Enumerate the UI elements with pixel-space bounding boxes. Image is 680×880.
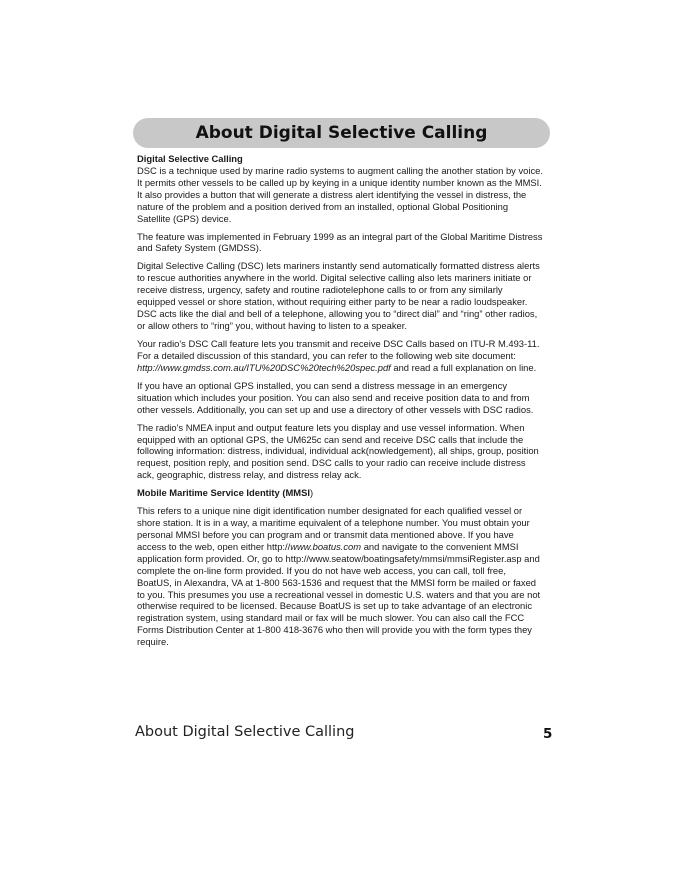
paragraph-text: and read a full explanation on line. bbox=[390, 361, 537, 373]
paragraph-text: This refers to a unique nine digit identification number designated for each qualified vessel or shore station. It is in a way, a maritime equivalent of a telephone number. You must obtain your personal MMSI before you can program and or transmit data mentioned above. If you have access to the web, open either http:// bbox=[137, 505, 530, 552]
paragraph: The radio's NMEA input and output feature lets you display and use vessel information. When equipped with an optional GPS, the UM625c can send and receive DSC calls that include the following information: distress, individual, individual ack(nowledgement), all ships, group, position request, position reply, and position send. DSC calls to your radio can receive include distress ack, geographic, distress relay, and distress relay ack. bbox=[137, 421, 539, 481]
title-banner bbox=[133, 118, 550, 148]
page-title: About Digital Selective Calling bbox=[195, 123, 488, 143]
spec-document-link[interactable]: http://www.gmdss.com.au/ITU%20DSC%20tech%20spec.pdf bbox=[137, 361, 391, 373]
paragraph-text: Your radio's DSC Call feature lets you transmit and receive DSC Calls based on ITU-R M.493-11. For a detailed discussion of this standard, you can refer to the following web site document: bbox=[137, 337, 540, 361]
paragraph bbox=[137, 505, 543, 648]
section-heading-mmsi-tail: ) bbox=[309, 487, 314, 499]
section-heading-dsc: Digital Selective Calling bbox=[137, 153, 243, 164]
paragraph: If you have an optional GPS installed, you can send a distress message in an emergency situation which includes your position. You can also send and receive position data to and from other vessels. Additionally, you can set up and use a directory of other vessels with DSC radios. bbox=[137, 379, 534, 415]
paragraph-text: and navigate to the convenient MMSI application form provided. Or, go to http://www.seatow/boatingsafety/mmsi/mmsiRegister.asp and complete the on-line form provided. If you do not have web access, you can call, toll free, BoatUS, in Alexandra, VA at 1-800 563-1536 and request that the MMSI form be mailed or faxed to you. This presumes you use a recreational vessel in domestic U.S. waters and that you are not otherwise required to be licensed. Because BoatUS is set up to take advantage of an electronic registration system, using standard mail or fax will be much slower. You can also call the FCC Forms Distribution Center at 1-800 418-3676 who then will provide you with the form types they require. bbox=[137, 540, 541, 648]
section-heading-mmsi-bold: Mobile Maritime Service Identity (MMSI bbox=[137, 487, 310, 499]
footer-title: About Digital Selective Calling bbox=[135, 724, 355, 740]
paragraph: DSC is a technique used by marine radio systems to augment calling the another station by voice. It permits other vessels to be called up by keying in a unique identity number known as the MMSI. It also provides a button that will generate a distress alert identifying the vessel in distress, the nature of the problem and a position derived from an installed, optional Global Positioning Satellite (GPS) device. bbox=[137, 164, 543, 224]
main-content bbox=[137, 153, 543, 654]
paragraph: The feature was implemented in February 1999 as an integral part of the Global Maritime Distress and Safety System (GMDSS). bbox=[137, 230, 543, 254]
paragraph bbox=[137, 338, 543, 374]
section-heading-mmsi bbox=[137, 487, 543, 499]
page-number: 5 bbox=[543, 726, 553, 742]
boatus-link[interactable]: www.boatus.com bbox=[290, 540, 362, 552]
paragraph: Digital Selective Calling (DSC) lets mariners instantly send automatically formatted distress alerts to rescue authorities anywhere in the world. Digital selective calling also lets mariners initiate or receive distress, urgency, safety and routine radiotelephone calls to or from any similarly equipped vessel or shore station, without requiring either party to be near a radio loudspeaker. DSC acts like the dial and bell of a telephone, allowing you to “direct dial” and “ring” other radios, or allow others to “ring” you, without having to listen to a speaker. bbox=[137, 260, 540, 331]
